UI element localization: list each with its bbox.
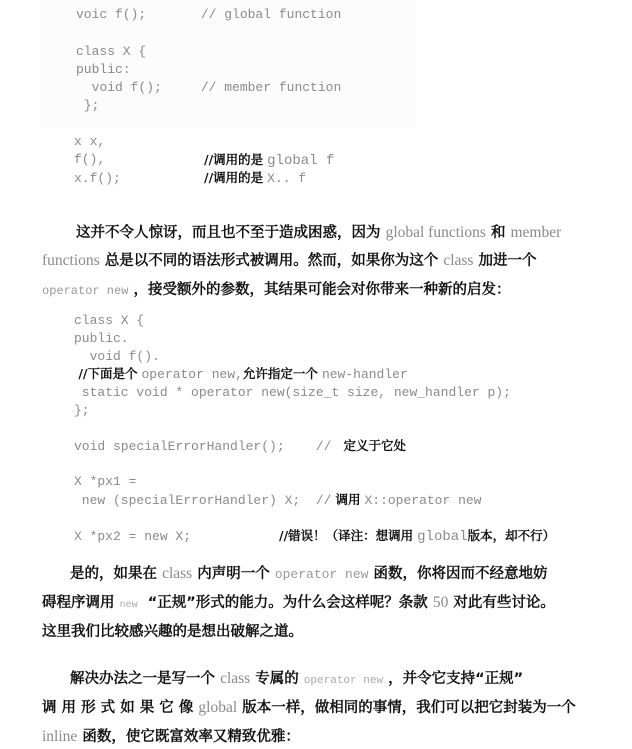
code-comment: //下面是个 operator new,允许指定一个 new-handler — [74, 366, 408, 382]
paragraph-line: operator new ，接受额外的参数，其结果可能会对你带来一种新的启发： — [42, 282, 511, 298]
code-comment: //错误！（译注：想调用 global版本，却不行） — [279, 528, 556, 545]
code-line: class X { — [74, 313, 145, 328]
code-line: void f(). — [74, 349, 160, 364]
code-comment: void specialErrorHandler(); // 定义于它处 — [74, 438, 406, 454]
code-comment: //调用的是 X.. f — [204, 170, 307, 186]
code-comment: new (specialErrorHandler) X; // 调用 X::operator new — [74, 492, 482, 508]
paragraph-line: inline 函数，使它既富效率又精致优雅： — [42, 728, 300, 745]
code-line: }; — [76, 98, 100, 113]
code-comment: //调用的是 global f — [204, 152, 335, 169]
code-line: f(), — [74, 152, 106, 167]
paragraph-line: 调 用 形 式 如 果 它 像 global 版本一样，做相同的事情，我们可以把它封装为一个 — [42, 699, 576, 716]
code-line: x x, — [74, 134, 106, 149]
paragraph-line: 解决办法之一是写一个 class 专属的 operator new ，并令它支持“正规” — [70, 670, 524, 687]
code-line: static void * operator new(size_t size, new_handler p); — [74, 385, 511, 400]
code-line: x.f(); — [74, 171, 121, 186]
code-line: X *px2 = new X; — [74, 529, 192, 544]
paragraph-line: 碍程序调用 new “正规”形式的能力。为什么会这样呢？条款 50 对此有些讨论。 — [42, 594, 555, 611]
code-line: voic f(); // global function — [76, 7, 342, 22]
paragraph-line: 这里我们比较感兴趣的是想出破解之道。 — [42, 624, 303, 640]
code-line: }; — [74, 403, 90, 418]
paragraph-line: 是的，如果在 class 内声明一个 operator new 函数，你将因而不经意地妨 — [70, 565, 548, 582]
code-line: public: — [76, 62, 131, 77]
code-line: void f(); // member function — [76, 80, 342, 95]
code-line: X *px1 = — [74, 474, 137, 489]
paragraph-line: 这并不令人惊讶，而且也不至于造成困惑，因为 global functions 和 member — [76, 224, 562, 241]
code-line: public. — [74, 331, 129, 346]
code-line: class X { — [76, 44, 147, 59]
paragraph-line: functions 总是以不同的语法形式被调用。然而，如果你为这个 class 加进一个 — [42, 252, 537, 269]
